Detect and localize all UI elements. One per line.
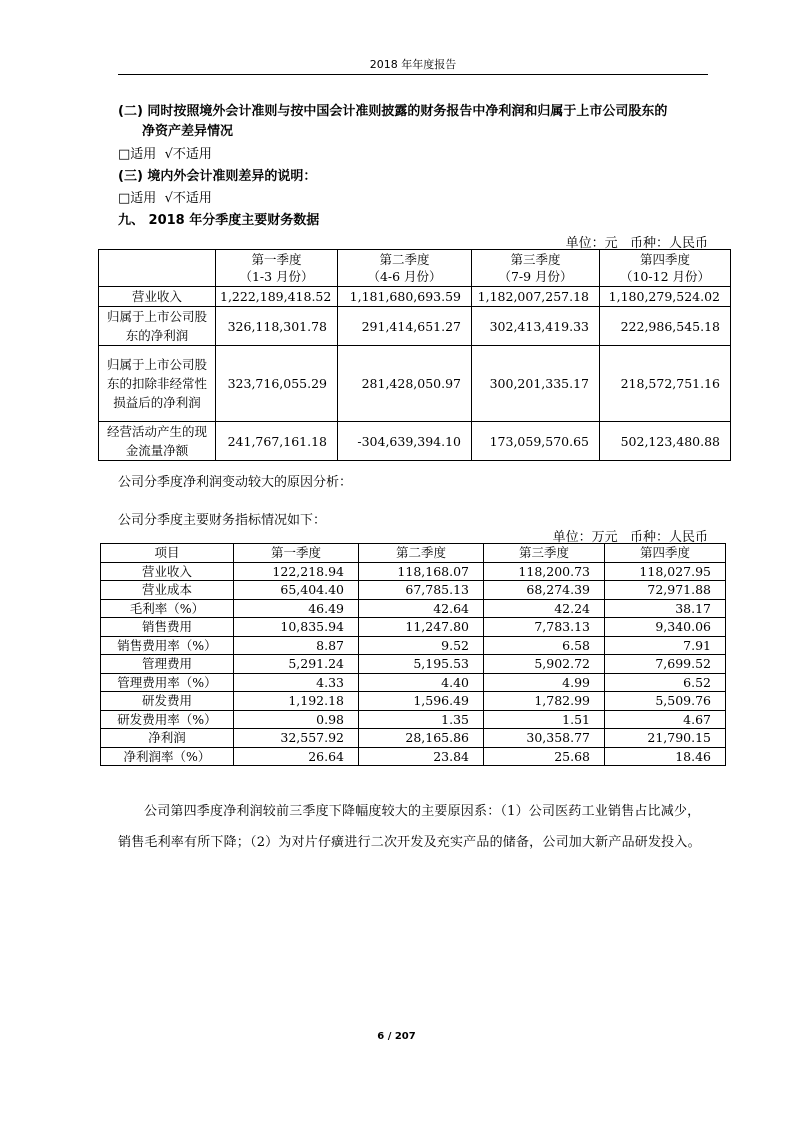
table2-unit: 单位：万元 币种：人民币 [552, 530, 708, 545]
cell-value: 5,195.53 [359, 655, 484, 674]
analysis-title: 公司分季度净利润变动较大的原因分析： [118, 475, 353, 490]
cell-value: 281,428,050.97 [338, 346, 472, 422]
row-label: 营业成本 [101, 581, 234, 600]
table-row [101, 710, 726, 729]
cell-value: 25.68 [484, 747, 605, 766]
cell-value: 1.35 [359, 710, 484, 729]
corner-cell [99, 250, 216, 287]
cell-value: 72,971.88 [605, 581, 726, 600]
section-2-title-line2: 净资产差异情况 [142, 124, 234, 139]
cell-value: 18.46 [605, 747, 726, 766]
row-label: 销售费用率（%） [101, 636, 234, 655]
cell-value: 502,123,480.88 [600, 422, 731, 461]
cell-value: 118,168.07 [359, 562, 484, 581]
table-row [101, 692, 726, 711]
not-applicable-option[interactable]: √不适用 [164, 191, 212, 206]
section-3-options [118, 187, 718, 206]
table-row [99, 287, 731, 307]
cell-value: 7,783.13 [484, 618, 605, 637]
header-q1: 第一季度 （1-3 月份） [216, 250, 338, 287]
cell-value: 42.64 [359, 599, 484, 618]
cell-value: 1,782.99 [484, 692, 605, 711]
cell-value: 21,790.15 [605, 729, 726, 748]
header-q4: 第四季度 （10-12 月份） [600, 250, 731, 287]
header-q2: 第二季度 [359, 544, 484, 563]
quarterly-indicator-table [100, 543, 726, 766]
section-3-title: (三) 境内外会计准则差异的说明： [118, 169, 317, 184]
row-label: 归属于上市公司股东的净利润 [99, 307, 216, 346]
cell-value: 4.67 [605, 710, 726, 729]
table-row [101, 599, 726, 618]
cell-value: 42.24 [484, 599, 605, 618]
cell-value: 8.87 [234, 636, 359, 655]
page-number: 6 / 207 [377, 1031, 416, 1042]
table-header-row [101, 544, 726, 563]
row-label: 销售费用 [101, 618, 234, 637]
table-row [101, 747, 726, 766]
cell-value: 4.99 [484, 673, 605, 692]
report-header: 2018 年年度报告 [369, 58, 457, 71]
cell-value: 326,118,301.78 [216, 307, 338, 346]
table-header-row [99, 250, 731, 287]
header-q1: 第一季度 [234, 544, 359, 563]
cell-value: 118,200.73 [484, 562, 605, 581]
cell-value: 300,201,335.17 [472, 346, 600, 422]
cell-value: 6.58 [484, 636, 605, 655]
cell-value: 28,165.86 [359, 729, 484, 748]
cell-value: 26.64 [234, 747, 359, 766]
cell-value: 218,572,751.16 [600, 346, 731, 422]
cell-value: 291,414,651.27 [338, 307, 472, 346]
row-label: 研发费用率（%） [101, 710, 234, 729]
cell-value: 5,291.24 [234, 655, 359, 674]
cell-value: 5,509.76 [605, 692, 726, 711]
header-q2: 第二季度 （4-6 月份） [338, 250, 472, 287]
header-divider [118, 74, 708, 75]
cell-value: 5,902.72 [484, 655, 605, 674]
cell-value: 118,027.95 [605, 562, 726, 581]
cell-value: 1.51 [484, 710, 605, 729]
row-label: 净利润率（%） [101, 747, 234, 766]
section-2-heading [118, 102, 718, 142]
cell-value: 67,785.13 [359, 581, 484, 600]
cell-value: 7,699.52 [605, 655, 726, 674]
cell-value: 30,358.77 [484, 729, 605, 748]
cell-value: 46.49 [234, 599, 359, 618]
cell-value: -304,639,394.10 [338, 422, 472, 461]
cell-value: 11,247.80 [359, 618, 484, 637]
cell-value: 10,835.94 [234, 618, 359, 637]
row-label: 毛利率（%） [101, 599, 234, 618]
cell-value: 323,716,055.29 [216, 346, 338, 422]
row-label: 归属于上市公司股东的扣除非经常性损益后的净利润 [99, 346, 216, 422]
section-2-options [118, 143, 718, 162]
table2-intro: 公司分季度主要财务指标情况如下： [118, 513, 327, 528]
cell-value: 9.52 [359, 636, 484, 655]
cell-value: 65,404.40 [234, 581, 359, 600]
cell-value: 241,767,161.18 [216, 422, 338, 461]
header-q3: 第三季度 （7-9 月份） [472, 250, 600, 287]
cell-value: 222,986,545.18 [600, 307, 731, 346]
header-q3: 第三季度 [484, 544, 605, 563]
cell-value: 1,180,279,524.02 [600, 287, 731, 307]
row-label: 研发费用 [101, 692, 234, 711]
not-applicable-option[interactable]: √不适用 [164, 147, 212, 162]
conclusion-paragraph: 公司第四季度净利润较前三季度下降幅度较大的主要原因系：（1）公司医药工业销售占比减少，销售毛利率有所下降；（2）为对片仔癀进行二次开发及充实产品的储备，公司加大新产品研发投入。 [118, 804, 701, 850]
table-row [99, 346, 731, 422]
cell-value: 7.91 [605, 636, 726, 655]
cell-value: 38.17 [605, 599, 726, 618]
row-label: 管理费用 [101, 655, 234, 674]
cell-value: 0.98 [234, 710, 359, 729]
table-row [101, 636, 726, 655]
applicable-option[interactable]: □适用 [118, 147, 157, 162]
header-q4: 第四季度 [605, 544, 726, 563]
cell-value: 23.84 [359, 747, 484, 766]
cell-value: 9,340.06 [605, 618, 726, 637]
applicable-option[interactable]: □适用 [118, 191, 157, 206]
section-2-title-line1: (二) 同时按照境外会计准则与按中国会计准则披露的财务报告中净利润和归属于上市公司股东的 [118, 104, 668, 119]
table-row [101, 562, 726, 581]
table-row [101, 581, 726, 600]
cell-value: 68,274.39 [484, 581, 605, 600]
table-row [101, 655, 726, 674]
cell-value: 1,181,680,693.59 [338, 287, 472, 307]
table-row [99, 307, 731, 346]
table-row [101, 618, 726, 637]
cell-value: 302,413,419.33 [472, 307, 600, 346]
row-label: 营业收入 [101, 562, 234, 581]
section-9-title: 九、 2018 年分季度主要财务数据 [118, 213, 320, 228]
header-item: 项目 [101, 544, 234, 563]
cell-value: 4.40 [359, 673, 484, 692]
row-label: 经营活动产生的现金流量净额 [99, 422, 216, 461]
table-row [101, 673, 726, 692]
quarterly-financial-table [98, 249, 731, 461]
row-label: 营业收入 [99, 287, 216, 307]
row-label: 管理费用率（%） [101, 673, 234, 692]
cell-value: 1,222,189,418.52 [216, 287, 338, 307]
cell-value: 173,059,570.65 [472, 422, 600, 461]
cell-value: 4.33 [234, 673, 359, 692]
table-row [101, 729, 726, 748]
cell-value: 1,192.18 [234, 692, 359, 711]
cell-value: 1,596.49 [359, 692, 484, 711]
table-row [99, 422, 731, 461]
cell-value: 1,182,007,257.18 [472, 287, 600, 307]
cell-value: 32,557.92 [234, 729, 359, 748]
cell-value: 6.52 [605, 673, 726, 692]
row-label: 净利润 [101, 729, 234, 748]
table1-unit: 单位：元 币种：人民币 [565, 236, 708, 251]
cell-value: 122,218.94 [234, 562, 359, 581]
